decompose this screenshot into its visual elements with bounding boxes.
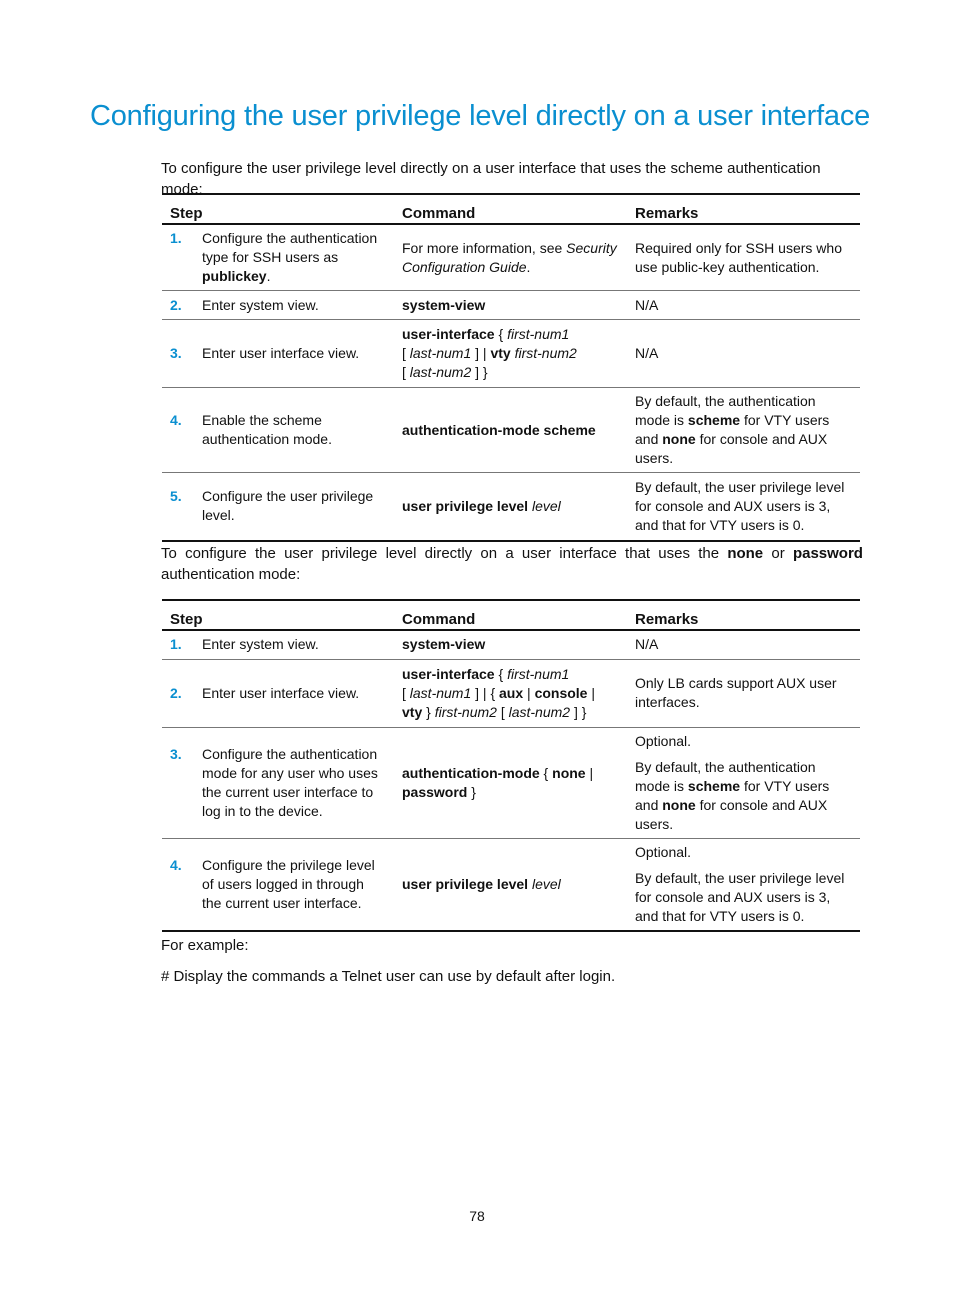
step-number: 2. (170, 684, 182, 701)
page-number: 78 (469, 1208, 485, 1224)
remarks-cell: By default, the user privilege level for console and AUX users is 3, and that for VTY users is 0. (627, 473, 860, 541)
table-row (162, 291, 860, 320)
command-cell: authentication-mode scheme (394, 388, 627, 473)
step-number: 1. (170, 230, 182, 246)
remarks-cell: N/A (627, 291, 860, 320)
table-header-row (162, 194, 860, 224)
table-row (162, 320, 860, 388)
header-step: Step (162, 194, 394, 224)
step-text: Configure the privilege level of users logged in through the current user interface. (202, 856, 375, 911)
example-note: # Display the commands a Telnet user can use by default after login. (161, 968, 616, 985)
table-row (162, 388, 860, 473)
none-password-mode-table (162, 599, 860, 932)
command-cell: system-view (394, 291, 627, 320)
header-remarks: Remarks (627, 600, 860, 630)
header-remarks: Remarks (627, 194, 860, 224)
step-number: 2. (170, 296, 182, 313)
step-number: 1. (170, 636, 182, 653)
scheme-mode-table (162, 193, 860, 542)
step-text: Enable the scheme authentication mode. (202, 412, 332, 447)
step-number: 3. (170, 745, 182, 762)
command-cell: system-view (394, 630, 627, 659)
step-text: Configure the authentication type for SSH users as publickey. (202, 230, 378, 284)
step-text: Enter system view. (202, 636, 319, 653)
command-cell: For more information, see Security Configuration Guide. (394, 224, 627, 291)
remarks-cell: Required only for SSH users who use public-key authentication. (627, 224, 860, 291)
step-number: 4. (170, 856, 182, 873)
command-cell: user privilege level level (394, 838, 627, 931)
remarks-cell: Optional. By default, the user privilege level for console and AUX users is 3, and that for VTY users is 0. (627, 838, 860, 931)
table-row (162, 838, 860, 931)
table-row (162, 473, 860, 541)
intro-none-password-paragraph: To configure the user privilege level directly on a user interface that uses the none or password authentication mode: (161, 545, 863, 583)
step-text: Enter user interface view. (202, 684, 360, 701)
step-text: Configure the user privilege level. (202, 488, 374, 524)
table-header-row (162, 600, 860, 630)
table-row (162, 659, 860, 727)
command-cell: authentication-mode { none | password } (394, 727, 627, 838)
remarks-cell: By default, the authentication mode is scheme for VTY users and none for console and AUX users. (627, 388, 860, 473)
step-number: 5. (170, 488, 182, 505)
command-cell: user privilege level level (394, 473, 627, 541)
step-text: Configure the authentication mode for any user who uses the current user interface to log in to the device. (202, 745, 378, 819)
header-command: Command (394, 600, 627, 630)
example-label: For example: (161, 937, 249, 954)
step-number: 4. (170, 412, 182, 428)
command-cell: user-interface { first-num1 [ last-num1 ] | vty first-num2 [ last-num2 ] } (394, 320, 627, 388)
remarks-cell: N/A (627, 630, 860, 659)
table-row (162, 224, 860, 291)
table-row (162, 630, 860, 659)
step-text: Enter user interface view. (202, 345, 360, 361)
step-text: Enter system view. (202, 296, 319, 313)
remarks-cell: Only LB cards support AUX user interfaces. (627, 659, 860, 727)
step-number: 3. (170, 345, 182, 361)
remarks-cell: Optional. By default, the authentication mode is scheme for VTY users and none for console and AUX users. (627, 727, 860, 838)
intro-scheme-paragraph: To configure the user privilege level directly on a user interface that uses the scheme authentication mode: (161, 160, 821, 198)
header-step: Step (162, 600, 394, 630)
section-title: Configuring the user privilege level directly on a user interface (90, 100, 871, 132)
command-cell: user-interface { first-num1 [ last-num1 ] | { aux | console | vty } first-num2 [ last-num2 ] } (394, 659, 627, 727)
header-command: Command (394, 194, 627, 224)
table-row (162, 727, 860, 838)
remarks-cell: N/A (627, 320, 860, 388)
